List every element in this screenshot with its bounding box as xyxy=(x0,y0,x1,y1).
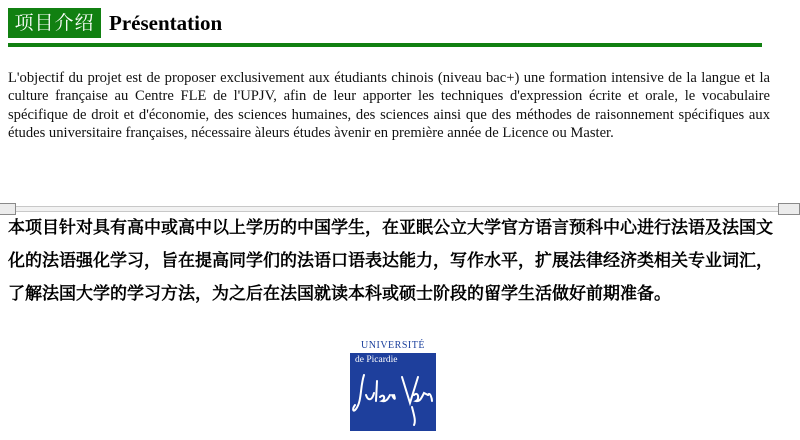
title-underline xyxy=(8,43,762,47)
section-header xyxy=(8,8,762,38)
divider-handle-right[interactable] xyxy=(778,203,800,215)
jules-verne-signature-icon xyxy=(350,365,436,431)
french-description: L'objectif du projet est de proposer exclusivement aux étudiants chinois (niveau bac+) une formation intensive de la langue et la culture française au Centre FLE de l'UPJV, afin de leur apporter les techniques d'expression écrite et orale, le vocabulaire spécifique de droit et d'économie, des sciences humaines, des sciences ainsi que des méthodes de raisonnement spécifiques aux études universitaire françaises, nécessaire àleurs études àvenir en première année de Licence ou Master. xyxy=(8,70,770,142)
chinese-description: 本项目针对具有高中或高中以上学历的中国学生，在亚眠公立大学官方语言预科中心进行法语及法国文化的法语强化学习，旨在提高同学们的法语口语表达能力，写作水平，扩展法律经济类相关专业词汇，了解法国大学的学习方法，为之后在法国就读本科或硕士阶段的留学生活做好前期准备。 xyxy=(8,218,773,304)
logo-picardie-label: de Picardie xyxy=(355,355,398,365)
logo-blue-box xyxy=(350,353,436,431)
logo-university-label: UNIVERSITÉ xyxy=(361,340,425,351)
university-logo xyxy=(348,340,438,432)
french-title: Présentation xyxy=(109,11,223,35)
chinese-title: 项目介绍 xyxy=(8,8,101,38)
